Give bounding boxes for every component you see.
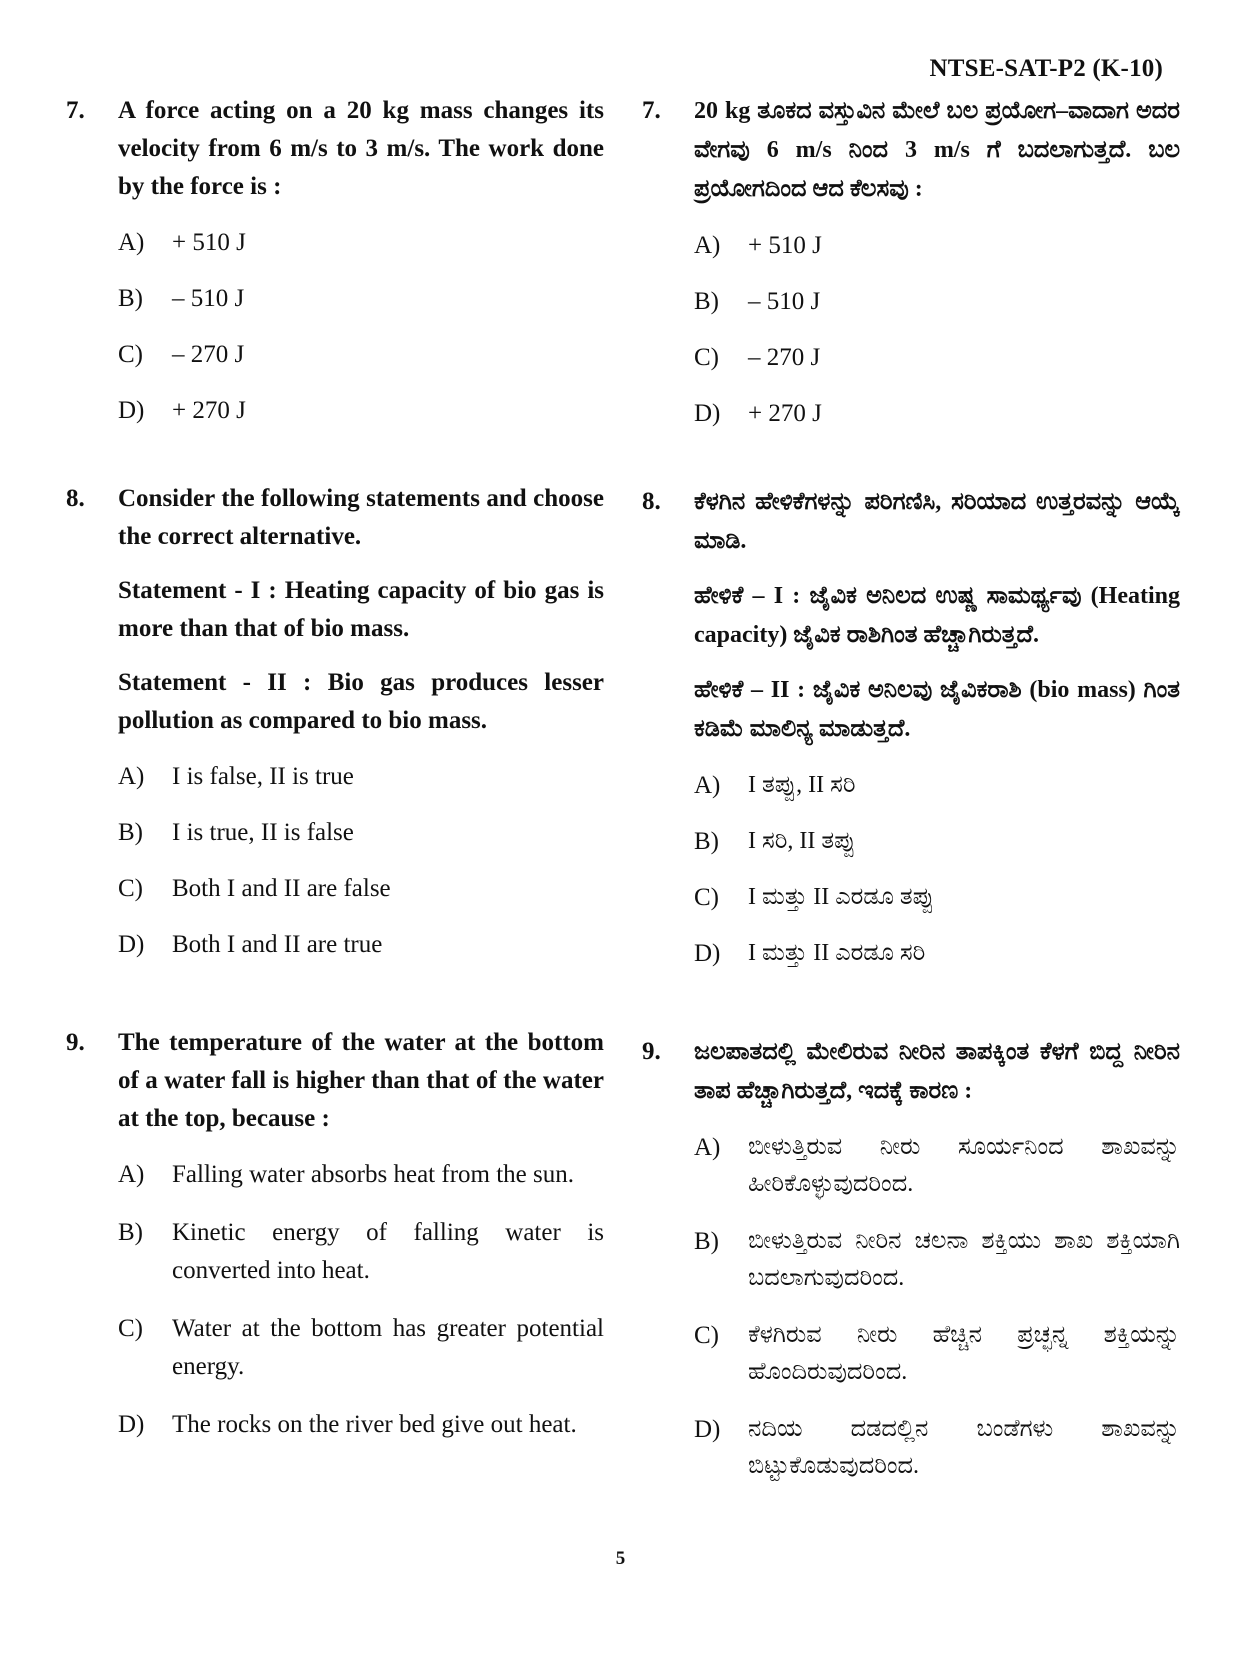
kannada-column [636, 92, 1180, 1505]
question-7-body [118, 92, 604, 430]
question-9-body [118, 1024, 604, 1464]
option-text: + 270 J [748, 400, 822, 427]
option-text: + 510 J [172, 229, 246, 256]
option-text: ಕೆಳಗಿರುವ ನೀರು ಹೆಚ್ಚಿನ ಪ್ರಚ್ಛನ್ನ ಶಕ್ತಿಯನ್ನು ಹೊಂದಿರುವುದರಿಂದ. [748, 1322, 1180, 1385]
question-8-english [60, 480, 604, 964]
question-9-stem: The temperature of the water at the bottom of a water fall is higher than that of the water at the top, because : [118, 1029, 604, 1132]
question-9-options-kn [694, 1129, 1180, 1485]
option-row[interactable] [694, 395, 1180, 433]
option-label: D) [694, 400, 721, 427]
question-7-stem-kn: 20 kg ತೂಕದ ವಸ್ತುವಿನ ಮೇಲೆ ಬಲ ಪ್ರಯೋಗ–ವಾದಾಗ ಅದರ ವೇಗವು 6 m/s ನಿಂದ 3 m/s ಗೆ ಬದಲಾಗುತ್ತದೆ. ಬಲ ಪ್ರಯೋಗದಿಂದ ಆದ ಕೆಲಸವು : [694, 98, 1180, 202]
question-8-kannada [636, 483, 1180, 973]
option-row[interactable] [694, 823, 1180, 861]
option-label: C) [118, 341, 143, 368]
option-text: The rocks on the river bed give out heat. [172, 1411, 577, 1438]
question-7-options-kn [694, 227, 1180, 433]
english-column [60, 92, 604, 1505]
option-label: A) [118, 763, 145, 790]
option-row[interactable] [118, 1156, 604, 1194]
option-text: Kinetic energy of falling water is converted into heat. [172, 1219, 604, 1284]
question-7-kannada [636, 92, 1180, 433]
option-text: Falling water absorbs heat from the sun. [172, 1161, 574, 1188]
option-row[interactable] [118, 1406, 604, 1444]
option-row[interactable] [694, 283, 1180, 321]
option-label: A) [118, 1161, 145, 1188]
option-row[interactable] [118, 392, 604, 430]
option-row[interactable] [694, 879, 1180, 917]
question-7-english [60, 92, 604, 430]
question-8-number: 8. [66, 485, 85, 512]
option-text: I ಸರಿ, II ತಪ್ಪು [748, 828, 856, 854]
question-7-options [118, 224, 604, 430]
option-label: A) [694, 232, 721, 259]
question-9-number-kn: 9. [642, 1038, 661, 1065]
option-label: D) [118, 931, 145, 958]
option-row[interactable] [118, 1310, 604, 1386]
option-text: ಬೀಳುತ್ತಿರುವ ನೀರಿನ ಚಲನಾ ಶಕ್ತಿಯು ಶಾಖ ಶಕ್ತಿಯಾಗಿ ಬದಲಾಗುವುದರಿಂದ. [748, 1228, 1180, 1291]
question-gap [636, 973, 1180, 1033]
option-label: A) [694, 772, 721, 799]
question-gap [60, 430, 604, 480]
option-row[interactable] [694, 1129, 1180, 1203]
paper-code-header: NTSE-SAT-P2 (K-10) [929, 55, 1163, 82]
option-row[interactable] [118, 280, 604, 318]
option-text: – 270 J [172, 341, 245, 368]
option-row[interactable] [694, 227, 1180, 265]
option-label: B) [694, 288, 719, 315]
option-row[interactable] [118, 758, 604, 796]
question-8-body-kn [694, 483, 1180, 973]
question-8-statement-2-kn: ಹೇಳಿಕೆ – II : ಜೈವಿಕ ಅನಿಲವು ಜೈವಿಕರಾಶಿ (bio mass) ಗಿಂತ ಕಡಿಮೆ ಮಾಲಿನ್ಯ ಮಾಡುತ್ತದೆ. [694, 677, 1180, 742]
question-7-body-kn [694, 92, 1180, 433]
option-row[interactable] [694, 339, 1180, 377]
option-label: D) [694, 940, 721, 967]
option-row[interactable] [694, 767, 1180, 805]
option-text: – 510 J [172, 285, 245, 312]
option-row[interactable] [118, 870, 604, 908]
option-row[interactable] [694, 935, 1180, 973]
option-label: C) [118, 1315, 143, 1342]
option-text: ನದಿಯ ದಡದಲ್ಲಿನ ಬಂಡೆಗಳು ಶಾಖವನ್ನು ಬಿಟ್ಟುಕೊಡುವುದರಿಂದ. [748, 1416, 1180, 1479]
question-8-number-kn: 8. [642, 488, 661, 515]
option-text: ಬೀಳುತ್ತಿರುವ ನೀರು ಸೂರ್ಯನಿಂದ ಶಾಖವನ್ನು ಹೀರಿಕೊಳ್ಳುವುದರಿಂದ. [748, 1134, 1180, 1197]
option-label: C) [694, 344, 719, 371]
option-text: I is false, II is true [172, 763, 354, 790]
question-9-body-kn [694, 1033, 1180, 1505]
option-row[interactable] [694, 1223, 1180, 1297]
two-column-layout [60, 92, 1180, 1505]
question-gap [636, 433, 1180, 483]
question-8-statement-2: Statement - II : Bio gas produces lesser pollution as compared to bio mass. [118, 669, 604, 734]
question-8-body [118, 480, 604, 964]
option-row[interactable] [118, 1214, 604, 1290]
question-8-statement-1-kn: ಹೇಳಿಕೆ – I : ಜೈವಿಕ ಅನಿಲದ ಉಷ್ಣ ಸಾಮರ್ಥ್ಯವು (Heating capacity) ಜೈವಿಕ ರಾಶಿಗಿಂತ ಹೆಚ್ಚಾಗಿರುತ್ತದೆ. [694, 583, 1180, 648]
option-text: I ಮತ್ತು II ಎರಡೂ ತಪ್ಪು [748, 884, 935, 910]
option-label: B) [118, 285, 143, 312]
option-row[interactable] [118, 224, 604, 262]
question-7-number: 7. [66, 97, 85, 124]
option-text: Water at the bottom has greater potential energy. [172, 1315, 604, 1380]
option-text: – 510 J [748, 288, 821, 315]
option-label: B) [694, 828, 719, 855]
option-row[interactable] [694, 1317, 1180, 1391]
question-7-number-kn: 7. [642, 97, 661, 124]
question-8-stem-kn: ಕೆಳಗಿನ ಹೇಳಿಕೆಗಳನ್ನು ಪರಿಗಣಿಸಿ, ಸರಿಯಾದ ಉತ್ತರವನ್ನು ಆಯ್ಕೆ ಮಾಡಿ. [694, 489, 1180, 554]
option-text: I ಮತ್ತು II ಎರಡೂ ಸರಿ [748, 940, 926, 966]
option-text: + 270 J [172, 397, 246, 424]
question-9-kannada [636, 1033, 1180, 1505]
question-8-options [118, 758, 604, 964]
option-label: D) [694, 1416, 721, 1443]
option-text: I ತಪ್ಪು, II ಸರಿ [748, 772, 856, 798]
option-text: Both I and II are true [172, 931, 383, 958]
option-label: B) [694, 1228, 719, 1255]
option-row[interactable] [118, 336, 604, 374]
option-text: I is true, II is false [172, 819, 354, 846]
option-label: D) [118, 1411, 145, 1438]
question-gap [60, 964, 604, 1024]
question-7-stem: A force acting on a 20 kg mass changes its velocity from 6 m/s to 3 m/s. The work done by the force is : [118, 97, 604, 200]
question-9-options [118, 1156, 604, 1444]
option-label: A) [118, 229, 145, 256]
question-9-stem-kn: ಜಲಪಾತದಲ್ಲಿ ಮೇಲಿರುವ ನೀರಿನ ತಾಪಕ್ಕಿಂತ ಕೆಳಗೆ ಬಿದ್ದ ನೀರಿನ ತಾಪ ಹೆಚ್ಚಾಗಿರುತ್ತದೆ, ಇದಕ್ಕೆ ಕಾರಣ : [694, 1039, 1180, 1104]
option-row[interactable] [694, 1411, 1180, 1485]
option-text: Both I and II are false [172, 875, 391, 902]
option-label: C) [694, 884, 719, 911]
option-row[interactable] [118, 926, 604, 964]
option-label: C) [118, 875, 143, 902]
option-label: C) [694, 1322, 719, 1349]
page-number: 5 [615, 1548, 626, 1569]
option-label: A) [694, 1134, 721, 1161]
question-9-number: 9. [66, 1029, 85, 1056]
question-8-statement-1: Statement - I : Heating capacity of bio gas is more than that of bio mass. [118, 577, 604, 642]
option-label: D) [118, 397, 145, 424]
question-8-stem: Consider the following statements and choose the correct alternative. [118, 485, 604, 550]
question-8-options-kn [694, 767, 1180, 973]
option-text: + 510 J [748, 232, 822, 259]
option-label: B) [118, 1219, 143, 1246]
option-label: B) [118, 819, 143, 846]
option-text: – 270 J [748, 344, 821, 371]
option-row[interactable] [118, 814, 604, 852]
question-9-english [60, 1024, 604, 1464]
